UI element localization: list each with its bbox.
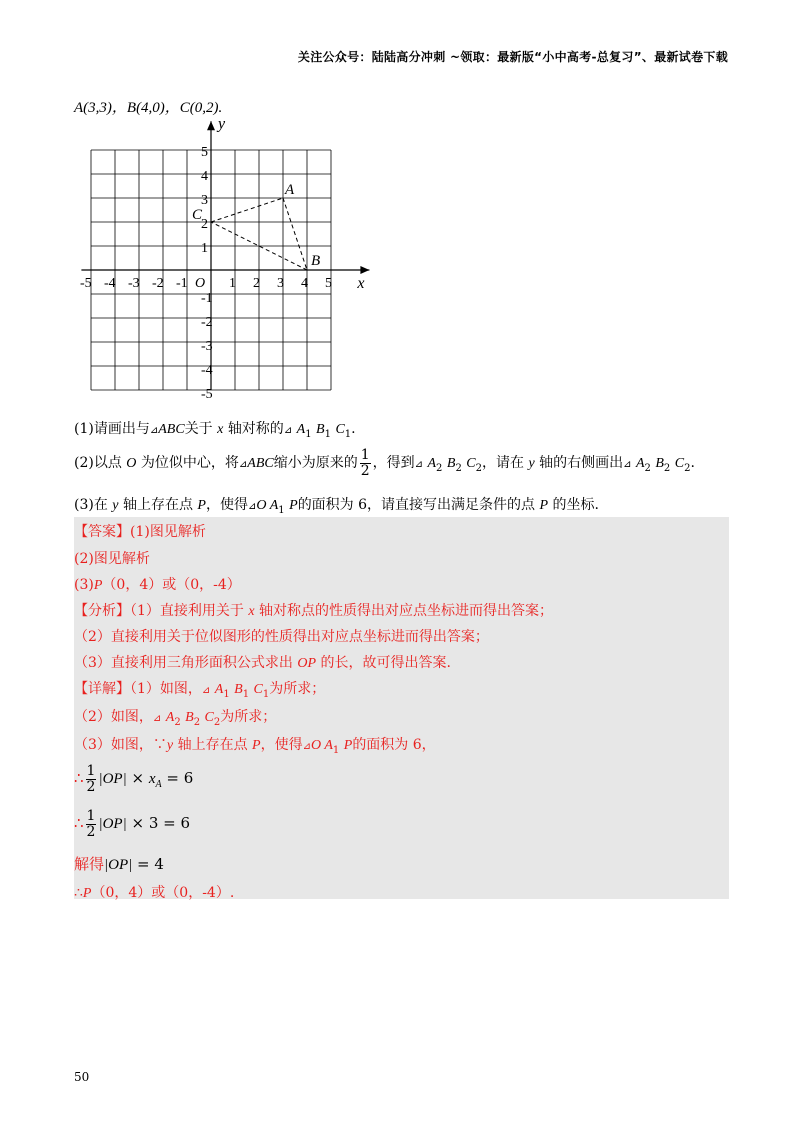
x-tick-label: -2 bbox=[152, 276, 164, 291]
y-tick-label: 1 bbox=[201, 241, 208, 256]
point-label-c: C bbox=[192, 207, 203, 223]
x-tick-label: 1 bbox=[229, 276, 236, 291]
conclusion-line: ∴P（0，4）或（0，-4）. bbox=[74, 885, 235, 901]
page-header: 关注公众号：陆陆高分冲刺 ~领取：最新版“小中高考-总复习”、最新试卷下载 bbox=[297, 50, 728, 64]
x-tick-label: 5 bbox=[325, 276, 332, 291]
analysis-line-3: （3）直接利用三角形面积公式求出 OP 的长，故可得出答案. bbox=[74, 655, 451, 671]
triangle-edge bbox=[211, 198, 283, 222]
y-tick-label: -4 bbox=[201, 363, 213, 378]
equation-3: 解得|OP| = 4 bbox=[74, 855, 164, 873]
y-tick-label: -3 bbox=[201, 339, 213, 354]
question-3: (3)在 y 轴上存在点 P，使得⊿O $A_1$ P的面积为 6，请直接写出满足条件的点 P 的坐标. bbox=[74, 497, 599, 516]
answer-line-3: (3)P（0，4）或（0，-4） bbox=[74, 577, 241, 593]
triangle-edge bbox=[283, 198, 307, 270]
y-tick-label: -5 bbox=[201, 387, 213, 402]
point-label-a: A bbox=[285, 182, 295, 198]
x-tick-label: -5 bbox=[80, 276, 92, 291]
x-tick-label: 3 bbox=[277, 276, 284, 291]
coordinate-grid bbox=[66, 120, 376, 410]
analysis-line-2: （2）直接利用关于位似图形的性质得出对应点坐标进而得出答案； bbox=[74, 629, 489, 645]
points-text: A(3,3)，B(4,0)，C(0,2). bbox=[74, 100, 223, 116]
axes bbox=[81, 121, 369, 390]
y-tick-label: 4 bbox=[201, 169, 208, 184]
x-axis-label: x bbox=[357, 275, 365, 292]
fraction-half: $\frac{1}{2}$ bbox=[360, 447, 370, 479]
y-axis-label: y bbox=[218, 120, 226, 133]
y-tick-label: 2 bbox=[201, 217, 208, 232]
y-tick-label: -2 bbox=[201, 315, 213, 330]
x-tick-label: -4 bbox=[104, 276, 116, 291]
x-tick-label: 2 bbox=[253, 276, 260, 291]
detail-line-2: （2）如图，⊿ $A_2$ $B_2$ $C_2$为所求； bbox=[74, 709, 277, 728]
x-tick-label: O bbox=[195, 276, 206, 291]
y-tick-label: -1 bbox=[201, 291, 213, 306]
tick-labels bbox=[80, 120, 365, 402]
x-tick-label: -1 bbox=[176, 276, 188, 291]
x-tick-label: -3 bbox=[128, 276, 140, 291]
equation-2: ∴ $\frac{1}{2}$ |OP| × 3 = 6 bbox=[74, 808, 191, 840]
x-tick-label: 4 bbox=[301, 276, 308, 291]
question-1: (1)请画出与⊿ABC关于 x 轴对称的⊿ $A_1$ $B_1$ $C_1$. bbox=[74, 421, 356, 440]
points-line bbox=[74, 96, 222, 117]
answer-line-2: (2)图见解析 bbox=[74, 551, 150, 567]
analysis-line-1: 【分析】（1）直接利用关于 x 轴对称点的性质得出对应点坐标进而得出答案； bbox=[74, 603, 554, 619]
y-tick-label: 3 bbox=[201, 193, 208, 208]
y-tick-label: 5 bbox=[201, 145, 208, 160]
detail-line-3: （3）如图，∵y 轴上存在点 P，使得⊿O $A_1$ P的面积为 6， bbox=[74, 737, 436, 756]
equation-1: ∴ $\frac{1}{2}$ $|OP| \times x_A = 6$ bbox=[74, 763, 194, 795]
y-axis-arrow bbox=[207, 121, 215, 130]
question-2: (2)以点 O 为位似中心，将⊿ABC缩小为原来的 $\frac{1}{2}$ ，得到⊿ $A_2$ $B_2$ $C_2$，请在 y 轴的右侧画出⊿ $A_2$ $B_2$ $C_2$. bbox=[74, 447, 695, 479]
page-number: 50 bbox=[74, 1070, 90, 1084]
point-label-b: B bbox=[311, 253, 321, 269]
detail-line-1: 【详解】（1）如图，⊿ $A_1$ $B_1$ $C_1$为所求； bbox=[74, 681, 326, 700]
x-axis-arrow bbox=[360, 266, 369, 274]
answer-line-1: 【答案】(1)图见解析 bbox=[74, 524, 206, 540]
